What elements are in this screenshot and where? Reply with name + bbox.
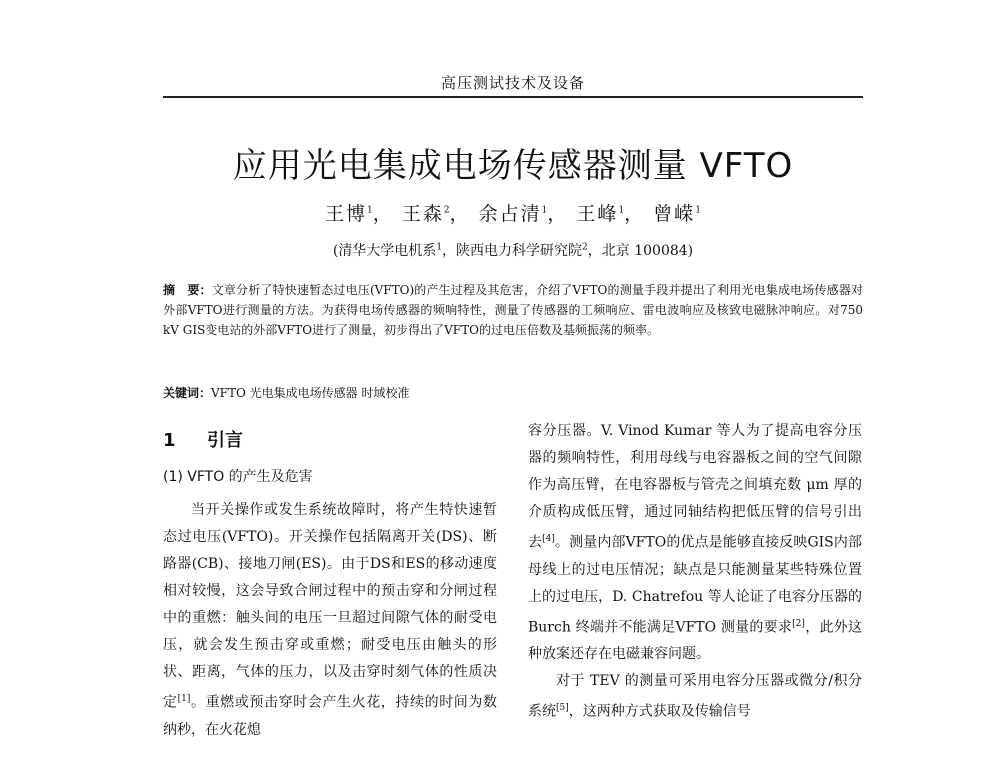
paragraph-text: 对于 TEV 的测量可采用电容分压器或微分/积分系统 bbox=[528, 673, 862, 720]
paragraph-text: 当开关操作或发生系统故障时，将产生特快速暂态过电压(VFTO)。开关操作包括隔离开关(DS)、断路器(CB)、接地刀闸(ES)。由于DS和ES的移动速度相对较慢，这会导致合闸过程中的预击穿和分闸过程中的重燃：触头间的电压一旦超过间隙气体的耐受电压，就会发生预击穿或重燃；耐受电压由触头的形状、距离，气体的压力，以及击穿时刻气体的性质决定 bbox=[163, 502, 497, 711]
paragraph-text: ，这两种方式获取及传输信号 bbox=[568, 703, 751, 720]
abstract-label: 摘 要： bbox=[163, 283, 212, 297]
author-name: 王博 bbox=[325, 203, 368, 225]
author-mark: 2 bbox=[443, 205, 450, 216]
author-list: 王博$^1$， 王森$^2$， 余占清$^1$， 王峰$^1$， 曾嵘$^1$ bbox=[325, 203, 701, 225]
affiliation-mark-2: 2 bbox=[582, 242, 588, 253]
citation-ref: [4] bbox=[542, 534, 555, 544]
paper-title: 应用光电集成电场传感器测量 VFTO bbox=[232, 146, 794, 186]
author-mark: 1 bbox=[618, 205, 625, 216]
keywords-text: VFTO 光电集成电场传感器 时域校准 bbox=[211, 386, 410, 400]
author-mark: 1 bbox=[367, 205, 373, 216]
body-paragraph bbox=[163, 497, 497, 744]
citation-ref: [5] bbox=[556, 703, 569, 714]
author-mark: 1 bbox=[541, 205, 548, 216]
journal-header: 高压测试技术及设备 bbox=[440, 74, 585, 92]
paragraph-text: 。重燃或预击穿时会产生火花，持续的时间为数纳秒，在火花熄 bbox=[163, 694, 498, 738]
author-name: 王峰 bbox=[576, 203, 619, 225]
affiliation-org-2: 陕西电力科学研究院 bbox=[456, 243, 583, 259]
author-name: 曾嵘 bbox=[653, 203, 696, 225]
section-number: 1 bbox=[163, 430, 176, 451]
author-name: 王森 bbox=[401, 203, 444, 225]
citation-ref: [2] bbox=[792, 618, 805, 629]
affiliation-open: ( bbox=[332, 243, 339, 259]
affiliation-mark-1: 1 bbox=[436, 242, 443, 253]
left-column bbox=[163, 418, 497, 744]
abstract-text: 文章分析了特快速暂态过电压(VFTO)的产生过程及其危害，介绍了VFTO的测量手段并提出了利用光电集成电场传感器对外部VFTO进行测量的方法。为获得电场传感器的频响特性，测量了传感器的工频响应、雷电波响应及核致电磁脉冲响应。对750 kV GIS变电站的外部VFTO进行了测量，初步得出了VFTO的过电压倍数及基频振荡的频率。 bbox=[163, 283, 863, 337]
paragraph-text: 。测量内部VFTO的优点是能够直接反映GIS内部母线上的过电压情况；缺点是只能测量某些特殊位置上的过电压，D. Chatrefou 等人论证了电容分压器的 Burch 终端并不能满足VFTO 测量的要求 bbox=[528, 534, 863, 636]
author-mark: 1 bbox=[695, 205, 701, 216]
abstract bbox=[163, 280, 863, 340]
affiliation-separator: ， bbox=[442, 243, 457, 259]
affiliation-city: ，北京 100084) bbox=[587, 243, 694, 259]
author-name: 余占清 bbox=[478, 203, 542, 225]
keywords bbox=[163, 384, 863, 401]
affiliation bbox=[163, 240, 863, 260]
section-title: 引言 bbox=[207, 430, 243, 451]
section-heading bbox=[163, 426, 497, 452]
body-paragraph bbox=[528, 418, 862, 668]
paragraph-text: ，此外这种放案还存在电磁兼容问题。 bbox=[528, 619, 862, 663]
affiliation-org-1: 清华大学电机系 bbox=[338, 243, 437, 259]
body-paragraph bbox=[528, 668, 862, 726]
header-rule bbox=[163, 96, 863, 98]
paragraph-text: 容分压器。V. Vinod Kumar 等人为了提高电容分压器的频响特性，利用母线与电容器板之间的空气间隙作为高压臂，在电容器板与管壳之间填充数 μm 厚的介质构成低压臂，通过同轴结构把低压臂的信号引出去 bbox=[528, 423, 862, 551]
keywords-label: 关键词： bbox=[163, 386, 212, 400]
right-column bbox=[528, 418, 862, 726]
citation-ref: [1] bbox=[177, 694, 191, 704]
subsection-heading: (1) VFTO 的产生及危害 bbox=[163, 469, 313, 485]
